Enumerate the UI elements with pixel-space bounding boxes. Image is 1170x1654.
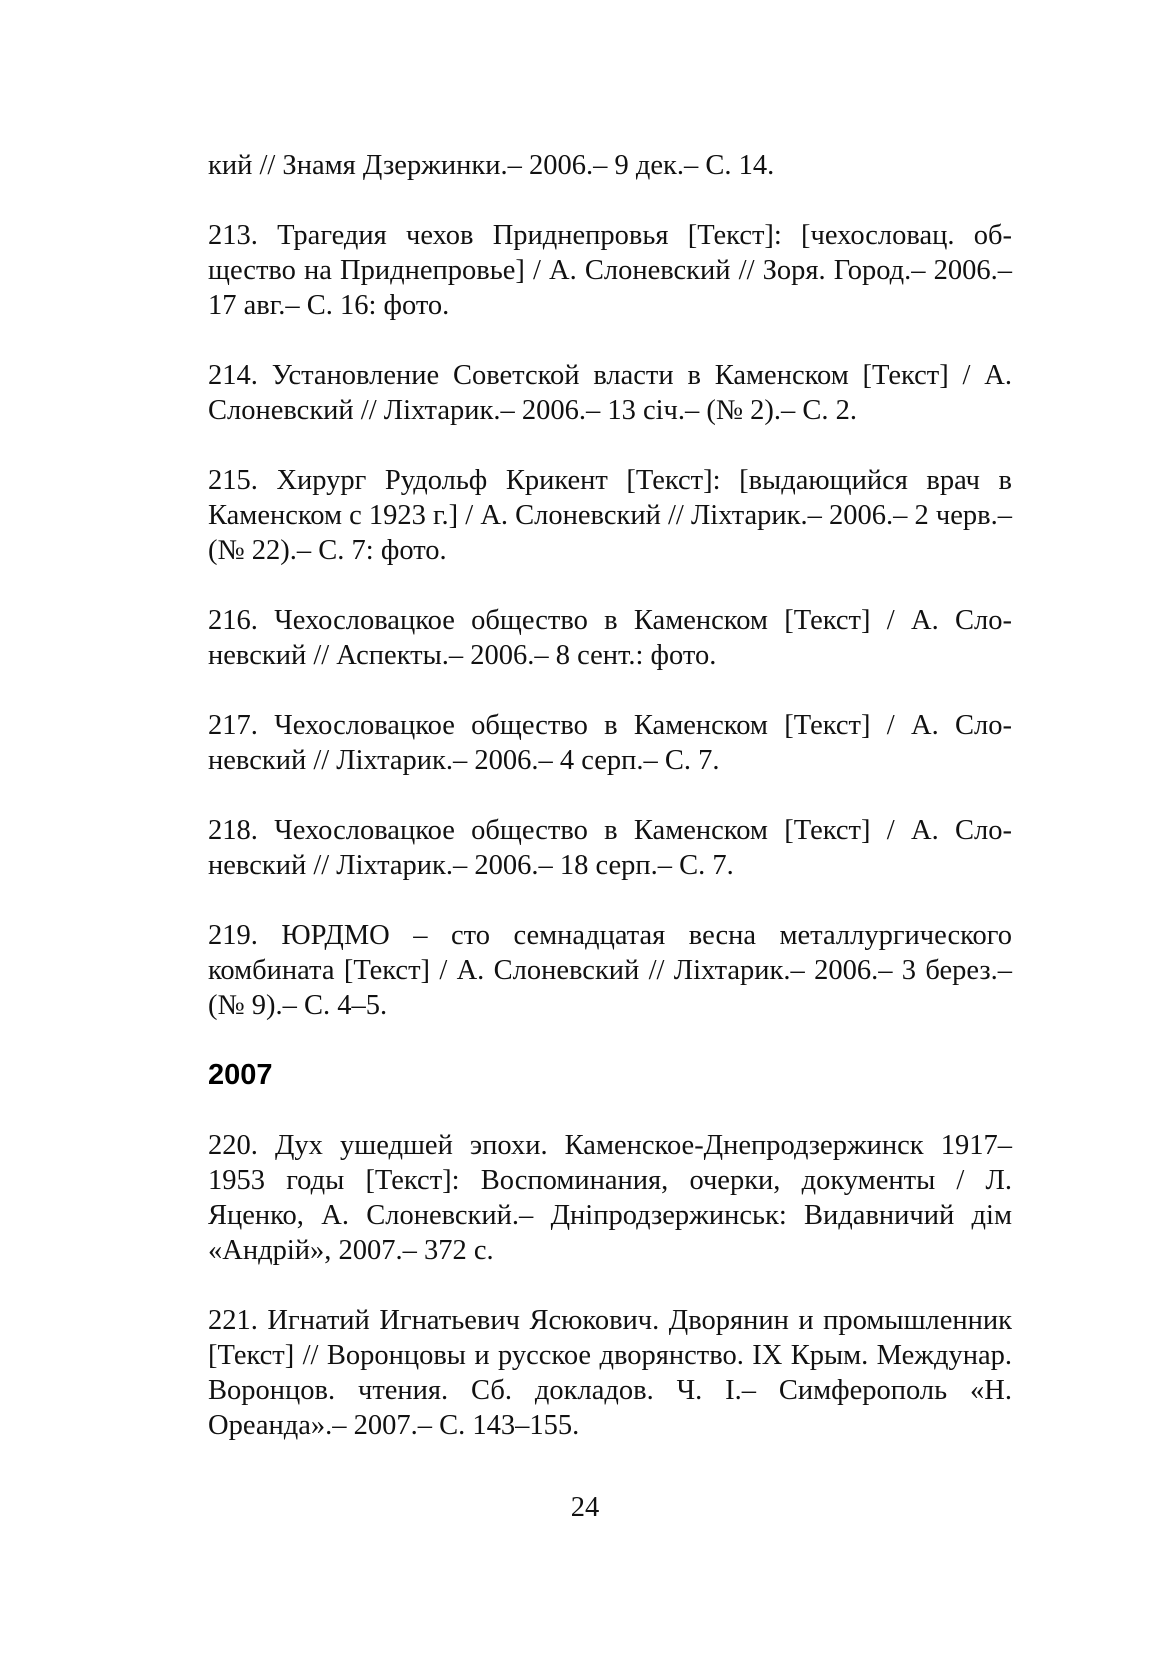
- year-heading: 2007: [208, 1059, 273, 1091]
- bibliography-entry-220: 220. Дух ушедшей эпохи. Каменское-Днепродзержинск 1917–1953 годы [Текст]: Воспоминания, очерки, документы / Л. Яценко, А. Слоневский.– Дніпродзержинськ: Видавничий дім «Андрій», 2007.– 372 с.: [208, 1130, 1012, 1266]
- bibliography-entry-218: 218. Чехословацкое общество в Каменском [Текст] / А. Слоневский // Ліхтарик.– 2006.– 18 серп.– С. 7.: [208, 815, 1012, 881]
- bibliography-entry-217: 217. Чехословацкое общество в Каменском [Текст] / А. Слоневский // Ліхтарик.– 2006.– 4 серп.– С. 7.: [208, 710, 1012, 776]
- page-number: 24: [570, 1492, 600, 1523]
- bibliography-list: [208, 148, 1012, 1478]
- bibliography-entry-219: 219. ЮРДМО – сто семнадцатая весна металлургического комбината [Текст] / А. Слоневский // Ліхтарик.– 2006.– 3 берез.– (№ 9).– С. 4–5.: [208, 920, 1012, 1021]
- bibliography-entry-continuation: кий // Знамя Дзержинки.– 2006.– 9 дек.– С. 14.: [208, 150, 775, 181]
- bibliography-entry-216: 216. Чехословацкое общество в Каменском [Текст] / А. Слоневский // Аспекты.– 2006.– 8 сент.: фото.: [208, 605, 1012, 671]
- bibliography-entry-213: 213. Трагедия чехов Приднепровья [Текст]: [чехословац. общество на Приднепровье] / А. Слоневский // Зоря. Город.– 2006.– 17 авг.– С. 16: фото.: [208, 220, 1012, 321]
- bibliography-entry-214: 214. Установление Советской власти в Каменском [Текст] / А. Слоневский // Ліхтарик.– 2006.– 13 січ.– (№ 2).– С. 2.: [208, 360, 1012, 426]
- bibliography-entry-215: 215. Хирург Рудольф Крикент [Текст]: [выдающийся врач в Каменском с 1923 г.] / А. Слоневский // Ліхтарик.– 2006.– 2 черв.– (№ 22).– С. 7: фото.: [208, 465, 1012, 566]
- bibliography-entry-221: 221. Игнатий Игнатьевич Ясюкович. Дворянин и промышленник [Текст] // Воронцовы и русское дворянство. IX Крым. Междунар. Воронцов. чтения. Сб. докладов. Ч. I.– Симферополь «Н. Ореанда».– 2007.– С. 143–155.: [208, 1305, 1012, 1441]
